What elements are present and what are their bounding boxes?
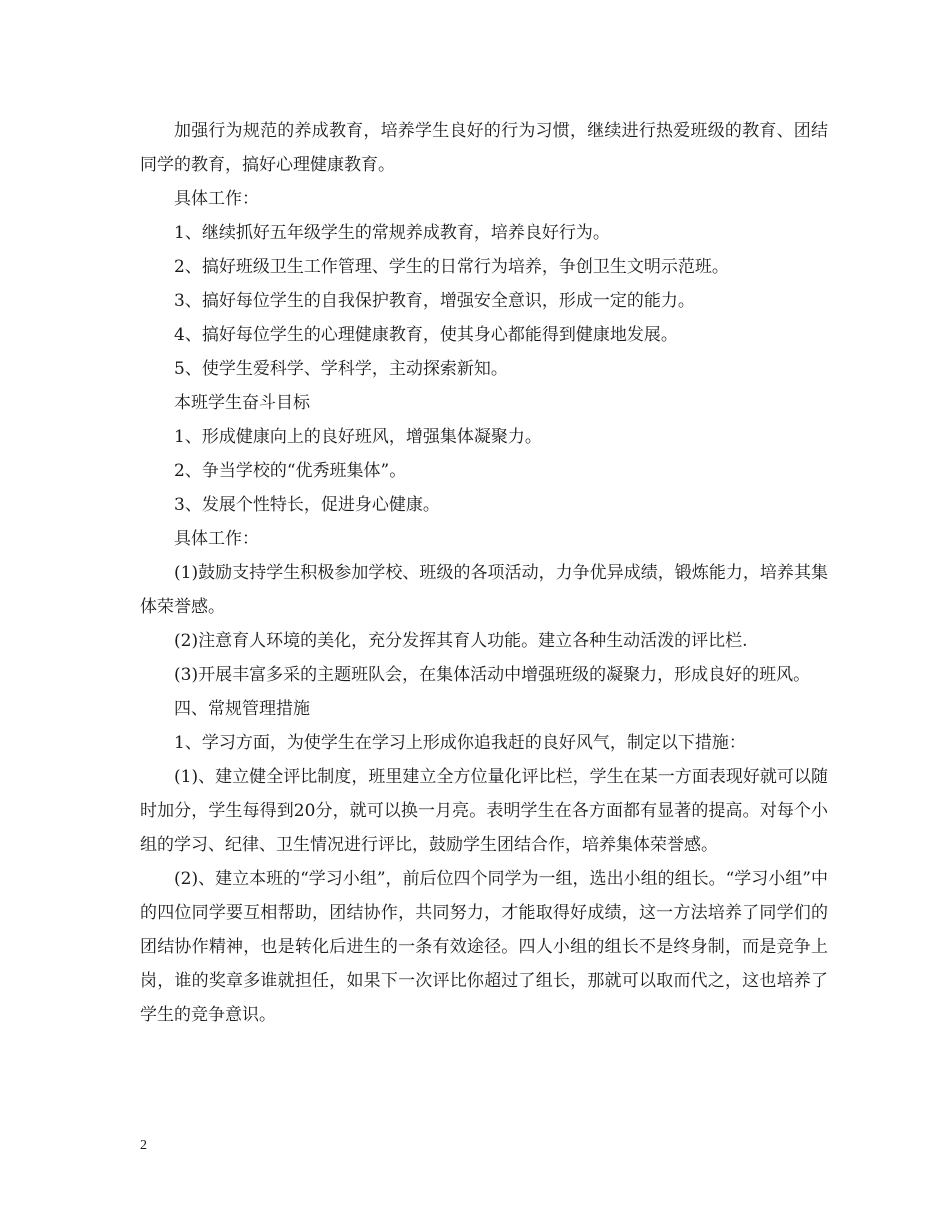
body-text	[140, 114, 828, 1032]
paragraph: 3、搞好每位学生的自我保护教育，增强安全意识，形成一定的能力。	[174, 291, 695, 311]
section-heading: 四、常规管理措施	[174, 699, 310, 719]
paragraph: 具体工作：	[174, 529, 259, 549]
page-number: 2	[140, 1138, 147, 1153]
paragraph: 加强行为规范的养成教育，培养学生良好的行为习惯，继续进行热爱班级的教育、团结同学的教育，搞好心理健康教育。	[140, 121, 828, 175]
paragraph: 1、继续抓好五年级学生的常规养成教育，培养良好行为。	[174, 223, 610, 243]
paragraph: 3、发展个性特长，促进身心健康。	[174, 495, 440, 515]
paragraph: 2、搞好班级卫生工作管理、学生的日常行为培养，争创卫生文明示范班。	[174, 257, 729, 277]
paragraph: 2、争当学校的“优秀班集体”。	[174, 461, 407, 481]
paragraph: 1、学习方面，为使学生在学习上形成你追我赶的良好风气，制定以下措施：	[174, 733, 746, 753]
paragraph: (3)开展丰富多采的主题班队会，在集体活动中增强班级的凝聚力，形成良好的班风。	[174, 665, 811, 685]
paragraph: (1)鼓励支持学生积极参加学校、班级的各项活动，力争优异成绩，锻炼能力，培养其集体荣誉感。	[140, 563, 828, 617]
section-heading: 本班学生奋斗目标	[174, 393, 310, 413]
paragraph: 4、搞好每位学生的心理健康教育，使其身心都能得到健康地发展。	[174, 325, 678, 345]
paragraph: 具体工作：	[174, 189, 259, 209]
paragraph: 5、使学生爱科学、学科学，主动探索新知。	[174, 359, 508, 379]
paragraph: (1)、建立健全评比制度，班里建立全方位量化评比栏，学生在某一方面表现好就可以随时加分，学生每得到20分，就可以换一月亮。表明学生在各方面都有显著的提高。对每个小组的学习、纪律、卫生情况进行评比，鼓励学生团结合作，培养集体荣誉感。	[140, 767, 828, 855]
paragraph: (2)注意育人环境的美化，充分发挥其育人功能。建立各种生动活泼的评比栏.	[174, 631, 748, 651]
paragraph: 1、形成健康向上的良好班风，增强集体凝聚力。	[174, 427, 542, 447]
paragraph: (2)、建立本班的“学习小组”，前后位四个同学为一组，选出小组的组长。“学习小组”中的四位同学要互相帮助，团结协作，共同努力，才能取得好成绩，这一方法培养了同学们的团结协作精神，也是转化后进生的一条有效途径。四人小组的组长不是终身制，而是竞争上岗，谁的奖章多谁就担任，如果下一次评比你超过了组长，那就可以取而代之，这也培养了学生的竞争意识。	[140, 869, 828, 1025]
